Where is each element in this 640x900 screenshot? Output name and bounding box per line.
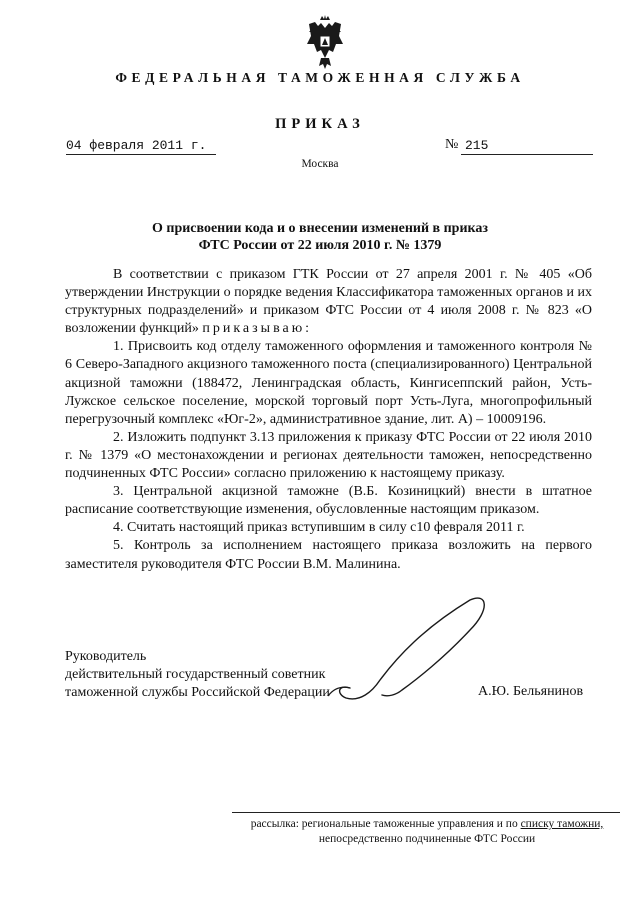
signer-position: Руководитель [65,649,147,664]
order-heading [60,220,580,254]
intro-paragraph [65,266,592,338]
distribution-list [232,817,622,847]
order-body [65,266,592,574]
order-item-5: 5. Контроль за исполнением настоящего приказа возложить на первого заместителя руководителя ФТС России В.М. Малинина. [65,538,592,572]
order-heading-line-1: О присвоении кода и о внесении изменений в приказ [151,221,489,236]
signer-name: А.Ю. Бельянинов [478,684,584,699]
order-date: 04 февраля 2011 г. [66,138,216,155]
signer-rank-service: таможенной службы Российской Федерации [65,685,330,700]
coat-of-arms-icon [303,14,347,70]
decree-word: приказываю: [202,321,313,337]
order-item-2: 2. Изложить подпункт 3.13 приложения к приказу ФТС России от 22 июля 2010 г. № 1379 «О местонахождении и регионах деятельности таможен, непосредственно подчиненных ФТС России» согласно приложению к настоящему приказу. [65,429,592,482]
order-item-3: 3. Центральной акцизной таможне (В.Б. Козиницкий) внести в штатное расписание соответствующие изменения, обусловленные настоящим приказом. [65,484,592,518]
order-item-4: 4. Считать настоящий приказ вступившим в силу с10 февраля 2011 г. [113,520,525,536]
signer-block [65,648,330,702]
issue-city: Москва [301,158,339,170]
distribution-line-1 [232,817,622,832]
distribution-divider [232,812,620,813]
signer-rank: действительный государственный советник [65,667,326,682]
distribution-prefix: рассылка: региональные таможенные управления и по [250,818,521,830]
number-sign: № [445,137,459,152]
intro-text: В соответствии с приказом ГТК России от 27 апреля 2001 г. № 405 «Об утверждении Инструкции о порядке ведения Классификатора таможенных органов и их структурных подразделений» и приказом ФТС России от 4 июля 2008 г. № 823 «О возложении функций» [65,267,592,337]
agency-name: ФЕДЕРАЛЬНАЯ ТАМОЖЕННАЯ СЛУЖБА [115,70,525,85]
distribution-underlined: списку таможни, [520,818,604,830]
order-heading-line-2: ФТС России от 22 июля 2010 г. № 1379 [198,238,442,253]
order-item-1: 1. Присвоить код отделу таможенного оформления и таможенного контроля № 6 Северо-Западного акцизного таможенного поста (специализированного) Центральной акцизной таможни (188472, Ленинградская область, Кингисеппский район, Усть-Лужское сельское поселение, морской торговый порт Усть-Луга, многопрофильный перегрузочный комплекс «Юг-2», административное здание, лит. А) – 10009196. [65,339,592,427]
distribution-line-2: непосредственно подчиненные ФТС России [318,833,536,845]
document-type: ПРИКАЗ [275,116,365,132]
order-number: 215 [461,138,593,155]
